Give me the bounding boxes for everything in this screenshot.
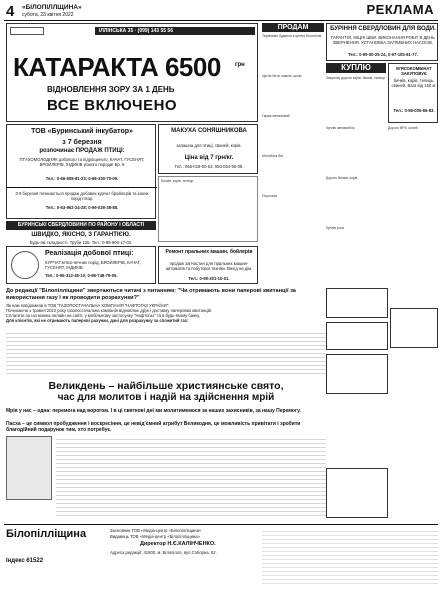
- small-ad-text: Бичків, корів, телиць: [161, 179, 194, 183]
- footer-publisher: Видавець ТОВ «Медіа-центр «Білопілліщина»: [110, 534, 200, 539]
- ad-box: [326, 288, 388, 318]
- small-ads-column: [158, 176, 258, 242]
- kuplyu-column: [326, 76, 386, 284]
- gas-notice-line: Починаючи з травня 2022 року газопостачальна компанія відновлює друк і доставку паперових квитанцій.: [6, 308, 213, 313]
- footer-editor: Директор Н.Є.КАЛІНЧЕНКО.: [140, 541, 216, 547]
- easter-body: Пасха – це символ пробудження і воскресіння, це невід'ємний атрибут Великодня, це можливість привітати і зробити благодійний подарунок тим, хто потребує.: [6, 421, 301, 433]
- makukha-ad: [158, 124, 258, 174]
- poultry-ad: [6, 246, 156, 284]
- prodam-item: Терміново будинок в центрі Білопілля: [262, 34, 322, 38]
- issue-date: субота, 23 квітня 2022: [22, 12, 74, 18]
- myaso-body: бичків, корів, телиць, свиней. Вага від 150 кг.: [391, 78, 437, 88]
- right-narrow-column: [388, 126, 438, 284]
- remont-phone: Тел.: 0-99-301-10-01.: [188, 276, 230, 281]
- poultry-body: КУРЧАТ м'ясо-яєчних порід, БРОЙЛЕРІВ, КАЧАТ, ГУСЕНЯТ, ІНДИКІВ.: [45, 260, 141, 270]
- paper-name: «БІЛОПІЛЛЩИНА»: [22, 4, 82, 11]
- page-number: 4: [6, 3, 15, 20]
- ad-box: [390, 308, 438, 348]
- footer-address: Адреса редакції: 41800, м. Білопілля, вул.Соборна, 52.: [110, 550, 217, 555]
- kataracta-footer: ВСЕ ВКЛЮЧЕНО: [47, 97, 178, 114]
- burynskyi-banner: БУРИНСЬКІ СВЕРДЛОВИНИ ПО РАЙОНУ І ОБЛАСТІ: [6, 221, 156, 230]
- kuplyu-item: Закупову дорого корів, бичків, телиць: [326, 76, 385, 80]
- easter-subtitle: час для молитов і надій на здійснення мрій: [57, 392, 275, 403]
- kataracta-address: ІЛЛІНСЬКА 35 · (099) 143 55 56: [95, 27, 255, 35]
- gas-notice-line: Сплатити за газ можна онлайн на сайті, у мобільному застосунку "Нафтогаз" та в будь-якому банку.: [6, 313, 201, 318]
- footer-logo: Білопілліщина: [6, 528, 87, 540]
- chick-icon: [11, 251, 39, 279]
- incubator-footer-phone: Тел.: 0-63-962-24-28; 0-99-029-38-88.: [45, 205, 119, 210]
- burinnya-phone: Тел.: 0-99-00-25-24, 0-97-105-61-77.: [348, 52, 418, 57]
- kuplyu-item: Куплю роги: [326, 226, 344, 230]
- footer-founder: Засновник ТОВ «Медіа-центр «Білопілліщина»: [110, 528, 202, 533]
- remont-title: Ремонт пральних машин, бойлерів: [165, 249, 253, 255]
- prodam-item: Гараж металевий: [262, 114, 290, 118]
- prodam-item: Цегла бита, камінь, шлак: [262, 74, 302, 78]
- prodam-column: [262, 34, 324, 284]
- footer-legal-text: [262, 528, 438, 586]
- easter-title: Великдень – найбільше християнське свято,: [48, 380, 284, 392]
- kataracta-title: КАТАРАКТА 6500: [13, 52, 221, 82]
- burinnya-title: БУРІННЯ СВЕРДЛОВИН ДЛЯ ВОДИ.: [330, 26, 436, 32]
- makukha-sub: запашна для птиці, свиней, корів.: [176, 143, 242, 148]
- burynskyi-sub: ШВИДКО, ЯКІСНО, З ГАРАНТІЄЮ.: [31, 232, 131, 238]
- logo-icon: [10, 27, 44, 35]
- incubator-footer: З 9 березня починається продаж добових курчат бройлерів та інших порід птиці.: [15, 191, 149, 201]
- prodam-header: ПРОДАМ: [262, 23, 324, 32]
- makukha-title: МАКУХА СОНЯШНИКОВА: [171, 128, 247, 134]
- easter-photo: [6, 436, 52, 500]
- ad-box: [326, 354, 388, 394]
- kataracta-subtitle: ВІДНОВЛЕННЯ ЗОРУ ЗА 1 ДЕНЬ: [47, 85, 175, 94]
- gas-notice-title: До редакції "Білопілліщини" звертаються читачі з питанням: "Чи отримають вони паперові квитанції за використання газу і як проводити розрахунки?": [6, 288, 296, 301]
- kuplyu-item: Дорого ВРХ, коней: [388, 126, 418, 130]
- remont-ad: [158, 246, 258, 284]
- burynskyi-note: Будь-які складності. Труби 125. Тел.: 0-96-900-17-03.: [29, 240, 133, 245]
- footer-index: Індекс 61522: [6, 558, 44, 564]
- prodam-item: Поросята: [262, 194, 278, 198]
- kuplyu-header: КУПЛЮ: [326, 63, 386, 73]
- kuplyu-item: Куплю автомобіль: [326, 126, 355, 130]
- ad-box: [326, 322, 388, 350]
- burinnya-ad: [326, 23, 438, 61]
- myaso-ad: [388, 63, 438, 123]
- poultry-phones: Тел.: 0-95-312-45-10; 0-98-748-79-05.: [45, 273, 118, 278]
- gas-notice-line: Для клієнтів, які не отримають паперові рахунки, дані для розрахунку за спожитий газ:: [6, 318, 189, 323]
- kataracta-ad: [6, 23, 258, 122]
- right-lower-ads: [262, 288, 438, 528]
- burinnya-body: ГАРАНТІЯ, МІЦНІ ШВИ. ВИКОНАННЯ РОБІТ В ДЕНЬ ЗВЕРНЕННЯ. УСТАНОВКА ЗАГЛИБНИХ НАСОСІВ.: [331, 35, 435, 45]
- incubator-sale: розпочинає ПРОДАЖ ПТИЦІ:: [39, 148, 125, 154]
- prodam-item: Мотоблок б/в: [262, 154, 283, 158]
- easter-lead: Мрія у нас – одна: перемога над ворогом. І в ці святкові дні ми молитимемося за наших захисників, за нашу Перемогу.: [6, 408, 301, 414]
- kuplyu-item: Дорого бичків, корів: [326, 176, 358, 180]
- kataracta-currency: грн: [235, 62, 245, 68]
- incubator-phone: Тел.: 0-66-508-81-23; 0-68-330-70-09.: [45, 176, 119, 181]
- ad-box: [326, 468, 388, 518]
- incubator-date: з 7 березня: [62, 139, 102, 146]
- myaso-phone: Тел.: 0-96-005-66-83.: [393, 108, 435, 113]
- incubator-title: ТОВ «Буринський інкубатор»: [31, 128, 133, 135]
- poultry-title: Реалізація добової птиці:: [45, 250, 134, 257]
- incubator-body: ПТАХОМОЛОДНЯК добового та підрощеного, КАЧАТ, ГУСЕНЯТ, БРОЙЛЕРІВ, ІНДИКІВ різного породи! Бр. 6: [19, 157, 145, 167]
- remont-body: продаж запчастин для пральних машин-автоматів та побутової техніки. Вихід на дім.: [165, 261, 253, 271]
- makukha-phone: Тел.: 066-018-00-53, 050-054-96-08.: [174, 164, 244, 169]
- section-title: РЕКЛАМА: [366, 2, 434, 17]
- incubator-ad: [6, 124, 156, 219]
- makukha-price: Ціна від 7 грн/кг.: [184, 155, 234, 161]
- myaso-title: М'ЯСОКОМБІНАТ ЗАКУПОВУЄ: [396, 66, 432, 76]
- header-rule: [4, 20, 438, 21]
- gas-notice-line: Як нам повідомили в ТОВ "ГАЗОПОСТАЧАЛЬНА КОМПАНІЯ "НАФТОГАЗ УКРАЇНИ":: [6, 303, 170, 308]
